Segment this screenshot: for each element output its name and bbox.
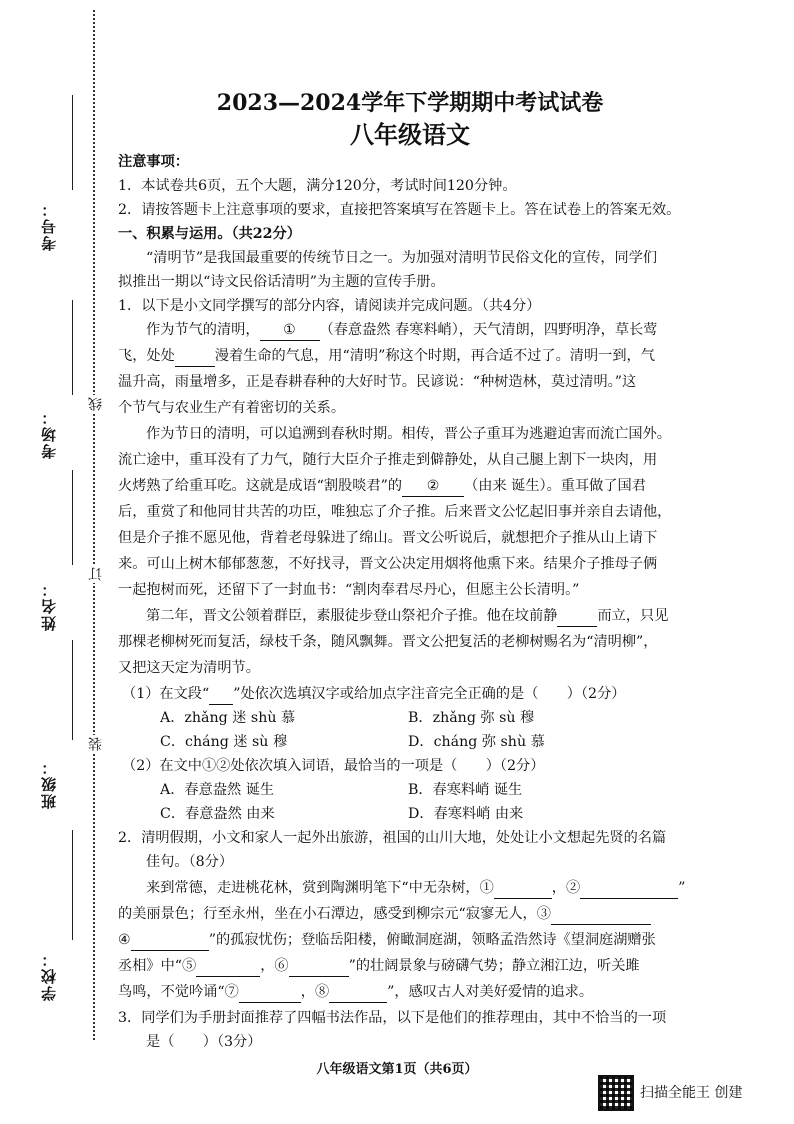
blank-poem-3 [551,904,651,925]
blank-poem-5 [196,956,260,977]
blank-2: ② [402,476,464,497]
blank-poem-8 [329,982,387,1003]
sub2-option-c: C．春意盎然 由来 [160,806,275,822]
intro-line-2: 拟推出一期以“诗文民俗话清明”为主题的宣传手册。 [118,274,445,290]
blank-poem-6 [289,956,349,977]
sub2-option-d: D．春寒料峭 由来 [408,806,524,822]
sub1-option-c: C．cháng 迷 sù 穆 [160,734,288,750]
qr-code-icon [598,1075,634,1111]
name-line [72,470,73,565]
question-1: 1．以下是小文同学撰写的部分内容，请阅读并完成问题。（共4分） [118,298,541,314]
sub1-stem: （1）在文段“ ”处依次选填汉字或给加点字注音完全正确的是（ ）（2分） [122,684,625,705]
section1-heading: 一、积累与运用。（共22分） [118,226,301,242]
q2-line-3: 来到常德，走进桃花林，赏到陶渊明笔下“中无杂树，① ，② ” [118,878,685,899]
sub1-option-a: A．zhǎng 迷 shù 慕 [160,710,296,726]
class-label: 班级： [40,758,58,809]
school-label: 学校： [40,950,58,1001]
p2-line-7: 一起抱树而死，还留下了一封血书：“割肉奉君尽丹心，但愿主公长清明。” [118,582,580,598]
p2-line-2: 流亡途中，重耳没有了力气，随行大臣介子推走到僻静处，从自己腿上割下一块肉，用 [118,452,658,468]
p3-line-3: 又把这天定为清明节。 [118,660,260,676]
exam-title: 2023—2024学年下学期期中考试试卷 [216,90,604,116]
zhuang-char: 装 [88,737,104,751]
blank-poem-7 [239,982,301,1003]
notice-item-1: 1．本试卷共6页，五个大题，满分120分，考试时间120分钟。 [118,178,517,194]
p3-line-2: 那棵老柳树死而复活，绿枝千条，随风飘舞。晋文公把复活的老柳树赐名为“清明柳”， [118,634,658,650]
q2-line-7: 鸟鸣，不觉吟诵“⑦ ，⑧ ”，感叹古人对美好爱情的追求。 [118,982,593,1003]
exam-room-line [72,300,73,395]
line-char: 线 [88,397,104,411]
sub1-option-d: D．cháng 弥 shù 慕 [408,734,545,750]
exam-room-label: 考场： [40,408,58,459]
p2-line-1: 作为节日的清明，可以追溯到春秋时期。相传，晋公子重耳为逃避迫害而流亡国外。 [146,426,671,442]
notice-item-2: 2．请按答题卡上注意事项的要求，直接把答案填写在答题卡上。答在试卷上的答案无效。 [118,202,681,218]
scanner-watermark: 扫描全能王 创建 [640,1085,743,1101]
blank-poem-1 [494,878,552,899]
exam-no-label: 考号： [40,200,58,251]
q2-line-4: 的美丽景色；行至永州，坐在小石潭边，感受到柳宗元“寂寥无人，③ [118,904,651,925]
intro-line-1: “清明节”是我国最重要的传统节日之一。为加强对清明节民俗文化的宣传，同学们 [146,250,658,266]
exam-subtitle: 八年级语文 [350,120,470,149]
sub2-option-a: A．春意盎然 诞生 [160,782,275,798]
q2-line-5: ④ ”的孤寂忧伤；登临岳阳楼，俯瞰洞庭湖，领略孟浩然诗《望洞庭湖赠张 [118,930,656,951]
p1-line-1: 作为节气的清明， ① （春意盎然 春寒料峭），天气清朗，四野明净，草长莺 [118,320,657,341]
q3-line-1: 3．同学们为手册封面推荐了四幅书法作品，以下是他们的推荐理由，其中不恰当的一项 [118,1010,667,1026]
page-footer: 八年级语文第1页（共6页） [316,1062,478,1077]
name-label: 姓名： [40,580,58,631]
sub2-stem: （2）在文中①②处依次填入词语，最恰当的一项是（ ）（2分） [122,758,545,774]
blank-poem-2 [580,878,678,899]
school-line [72,830,73,940]
q2-line-2: 佳句。（8分） [146,854,234,870]
binding-dotted-line [93,10,95,1040]
ding-char: 订 [88,567,104,581]
q2-line-6: 丞相》中“⑤ ，⑥ ”的壮阔景象与磅礴气势；静立湘江边，听关雎 [118,956,640,977]
notice-heading: 注意事项： [118,154,189,170]
blank-poem-4 [131,930,209,951]
p1-line-2: 飞，处处 漫着生命的气息，用“清明”称这个时期，再合适不过了。清明一到，气 [118,346,655,367]
class-line [72,640,73,740]
blank-char-1 [175,346,215,367]
blank-char-2 [557,606,597,627]
sub2-option-b: B．春寒料峭 诞生 [408,782,523,798]
p2-line-6: 来。可山上树木郁郁葱葱，不好找寻，晋文公决定用烟将他熏下来。结果介子推母子俩 [118,556,658,572]
blank-1: ① [260,320,320,341]
p2-line-4: 后，重赏了和他同甘共苦的功臣，唯独忘了介子推。后来晋文公忆起旧事并亲自去请他， [118,504,672,520]
q2-line-1: 2．清明假期，小文和家人一起外出旅游，祖国的山川大地，处处让小文想起先贤的名篇 [118,830,667,846]
p1-line-4: 个节气与农业生产有着密切的关系。 [118,400,346,416]
sub1-option-b: B．zhǎng 弥 sù 穆 [408,710,535,726]
p3-line-1: 第二年，晋文公领着群臣，素服徒步登山祭祀介子推。他在坟前静 而立，只见 [118,606,668,627]
p1-line-3: 温升高，雨量增多，正是春耕春种的大好时节。民谚说：“种树造林，莫过清明。”这 [118,374,637,390]
q3-line-2: 是（ ）（3分） [146,1034,262,1050]
p2-line-5: 但是介子推不愿见他，背着老母躲进了绵山。晋文公听说后，就想把介子推从山上请下 [118,530,658,546]
p2-line-3: 火烤熟了给重耳吃。这就是成语“割股啖君”的 ② （由来 诞生）。重耳做了国君 [118,476,646,497]
